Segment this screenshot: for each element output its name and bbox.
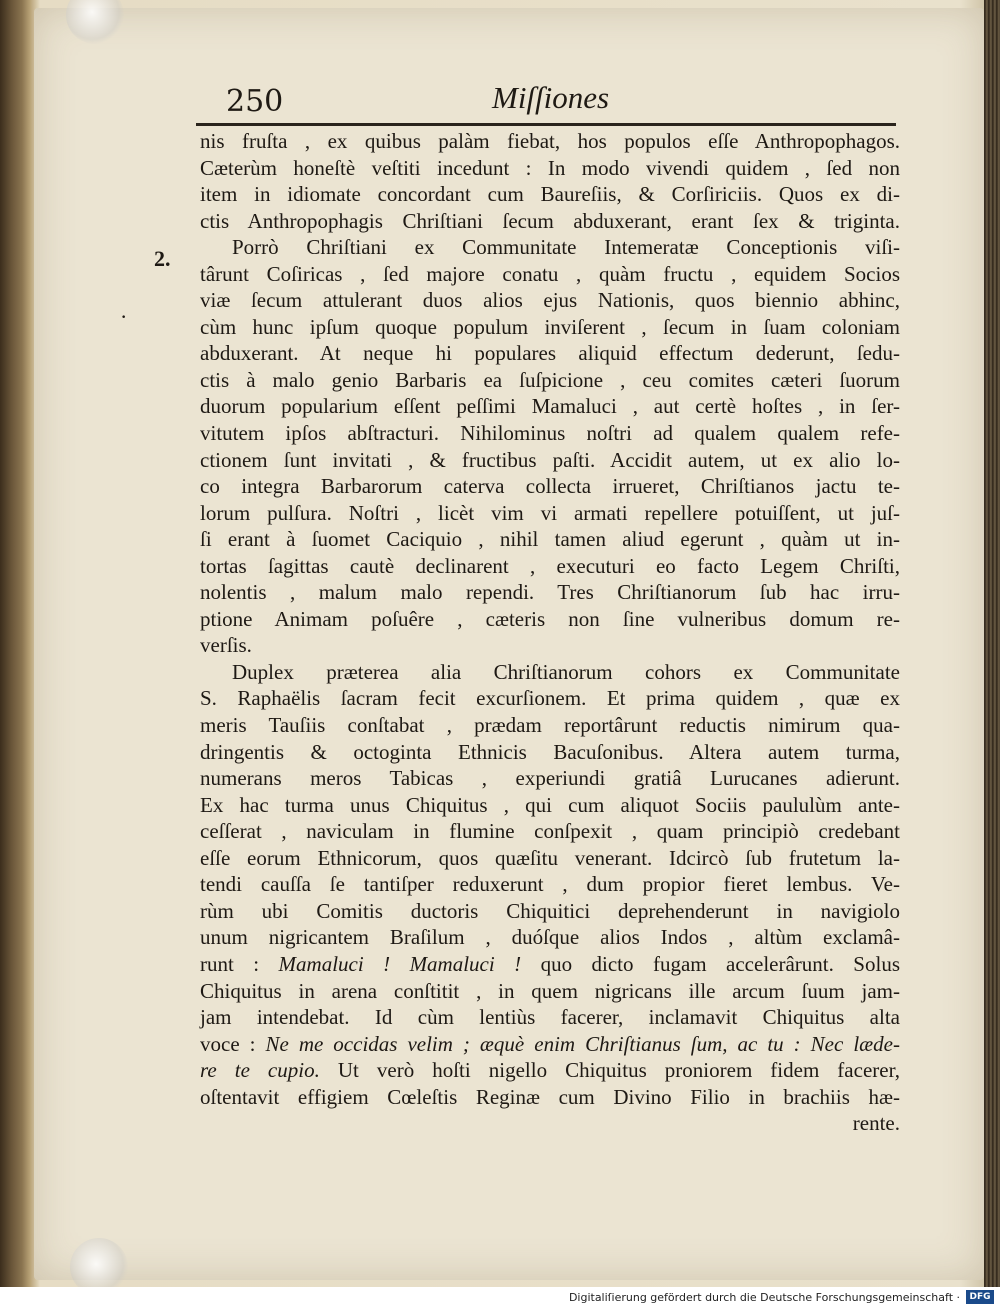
text-line (200, 951, 900, 978)
text-line: verſis. (200, 633, 252, 658)
text-line: rente. (852, 1111, 900, 1136)
margin-mark-dot: · (120, 304, 128, 329)
header-rule (196, 123, 896, 126)
text-line: ctionem ſunt invitati , & fructibus paſti. Accidit autem, ut ex alio lo- (200, 447, 900, 472)
text-line: rùm ubi Comitis ductoris Chiquitici deprehenderunt in navigiolo (200, 898, 900, 923)
page-header (226, 80, 906, 124)
text-line: ctis à malo genio Barbaris ea ſuſpicione , ceu comites cæteri ſuorum (200, 367, 900, 392)
text-line: jam intendebat. Id cùm lentiùs facerer, inclamavit Chiquitus alta (200, 1005, 900, 1030)
text-line: tendi cauſſa ſe tantiſper reduxerunt , dum propior fieret lembus. Ve- (200, 872, 900, 897)
text-line: ptione Animam poſuêre , cæteris non ſine vulneribus domum re- (200, 606, 900, 631)
text-line (200, 1031, 900, 1058)
text-line: Chiquitus in arena conſtitit , in quem nigricans ille arcum ſuum jam- (200, 978, 900, 1003)
text-line: abduxerant. At neque hi populares aliquid effectum dederunt, ſedu- (200, 341, 900, 366)
text-line: numerans meros Tabicas , experiundi gratiâ Lurucanes adierunt. (200, 766, 900, 791)
text-line: vitutem ipſos abſtracturi. Nihilominus noſtri ad qualem qualem refe- (200, 421, 900, 446)
fore-edge (984, 0, 1000, 1287)
text-line: lorum pulſura. Noſtri , licèt vim vi armati repellere potuiſſent, ut juſ- (200, 500, 900, 525)
text-line: unum nigricantem Braſilum , duóſque alios Indos , altùm exclamâ- (200, 925, 900, 950)
text-span: runt : (200, 951, 279, 976)
text-line (200, 1057, 900, 1084)
body-text (200, 128, 900, 1137)
text-line: oſtentavit effigiem Cœleſtis Reginæ cum Divino Filio in brachiis hæ- (200, 1084, 900, 1109)
italic-span: re te cupio. (200, 1058, 320, 1083)
text-line: viæ ſecum attulerant duos alios ejus Nationis, quos biennio abhinc, (200, 288, 900, 313)
text-line: ctis Anthropophagis Chriſtiani ſecum abduxerant, erant ſex & triginta. (200, 208, 900, 233)
running-head: Miſſiones (492, 80, 610, 115)
text-line: S. Raphaëlis ſacram fecit excurſionem. Et prima quidem , quæ ex (200, 686, 900, 711)
text-line: Cæterùm honeſtè veſtiti incedunt : In modo vivendi quidem , ſed non (200, 155, 900, 180)
text-line: dringentis & octoginta Ethnicis Bacuſonibus. Altera autem turma, (200, 739, 900, 764)
text-line: eſſe eorum Ethnicorum, quos quæſitu venerant. Idcircò ſub frutetum la- (200, 845, 900, 870)
text-line: duorum popularium eſſent peſſimi Mamaluci , aut certè hoſtes , in ſer- (200, 394, 900, 419)
text-line: Porrò Chriſtiani ex Communitate Intemeratæ Conceptionis viſi- (232, 235, 900, 260)
text-line: Duplex præterea alia Chriſtianorum cohors ex Communitate (232, 659, 900, 684)
text-line: Ex hac turma unus Chiquitus , qui cum aliquot Sociis paululùm ante- (200, 792, 900, 817)
margin-mark-2: 2. (154, 246, 171, 271)
text-line: co integra Barbarorum caterva collecta irrueret, Chriſtianos jactu te- (200, 474, 900, 499)
italic-span: Ne me occidas velim ; æquè enim Chriſtianus ſum, ac tu : Nec læde- (265, 1031, 900, 1056)
text-span: quo dicto fugam accelerârunt. Solus (521, 951, 900, 976)
text-span: Ut verò hoſti nigello Chiquitus proniorem fidem facerer, (319, 1058, 900, 1083)
footer-credit: Digitaliſierung gefördert durch die Deutsche Forschungsgemeinschaft · (568, 1291, 960, 1304)
text-line: târunt Coſiricas , ſed majore conatu , quàm fructu , equidem Socios (200, 261, 900, 286)
italic-span: Mamaluci ! Mamaluci ! (278, 951, 522, 976)
text-line: ſi erant à ſuomet Caciquio , nihil tamen aliud egerunt , quàm ut in- (200, 527, 900, 552)
text-line: nis fruſta , ex quibus palàm fiebat, hos populos eſſe Anthropophagos. (200, 129, 900, 153)
text-span: voce : (200, 1031, 266, 1056)
text-line: cùm hunc ipſum quoque populum inviſerent , ſecum in ſuam coloniam (200, 314, 900, 339)
text-line: ceſſerat , naviculam in flumine conſpexit , quam principiò credebant (200, 819, 900, 844)
text-line: tortas ſagittas cautè declinarent , executuri eo facto Legem Chriſti, (200, 553, 900, 578)
text-line: meris Tauſiis conſtabat , prædam reportârunt reductis nimirum qua- (200, 713, 900, 738)
text-line: item in idiomate concordant cum Baureſiis, & Corſiriciis. Quos ex di- (200, 182, 900, 207)
page-number: 250 (226, 84, 284, 119)
footer-bar (0, 1287, 1000, 1307)
dfg-logo-icon: DFG (966, 1290, 994, 1304)
text-line: nolentis , malum malo rependi. Tres Chriſtianorum ſub hac irru- (200, 580, 900, 605)
